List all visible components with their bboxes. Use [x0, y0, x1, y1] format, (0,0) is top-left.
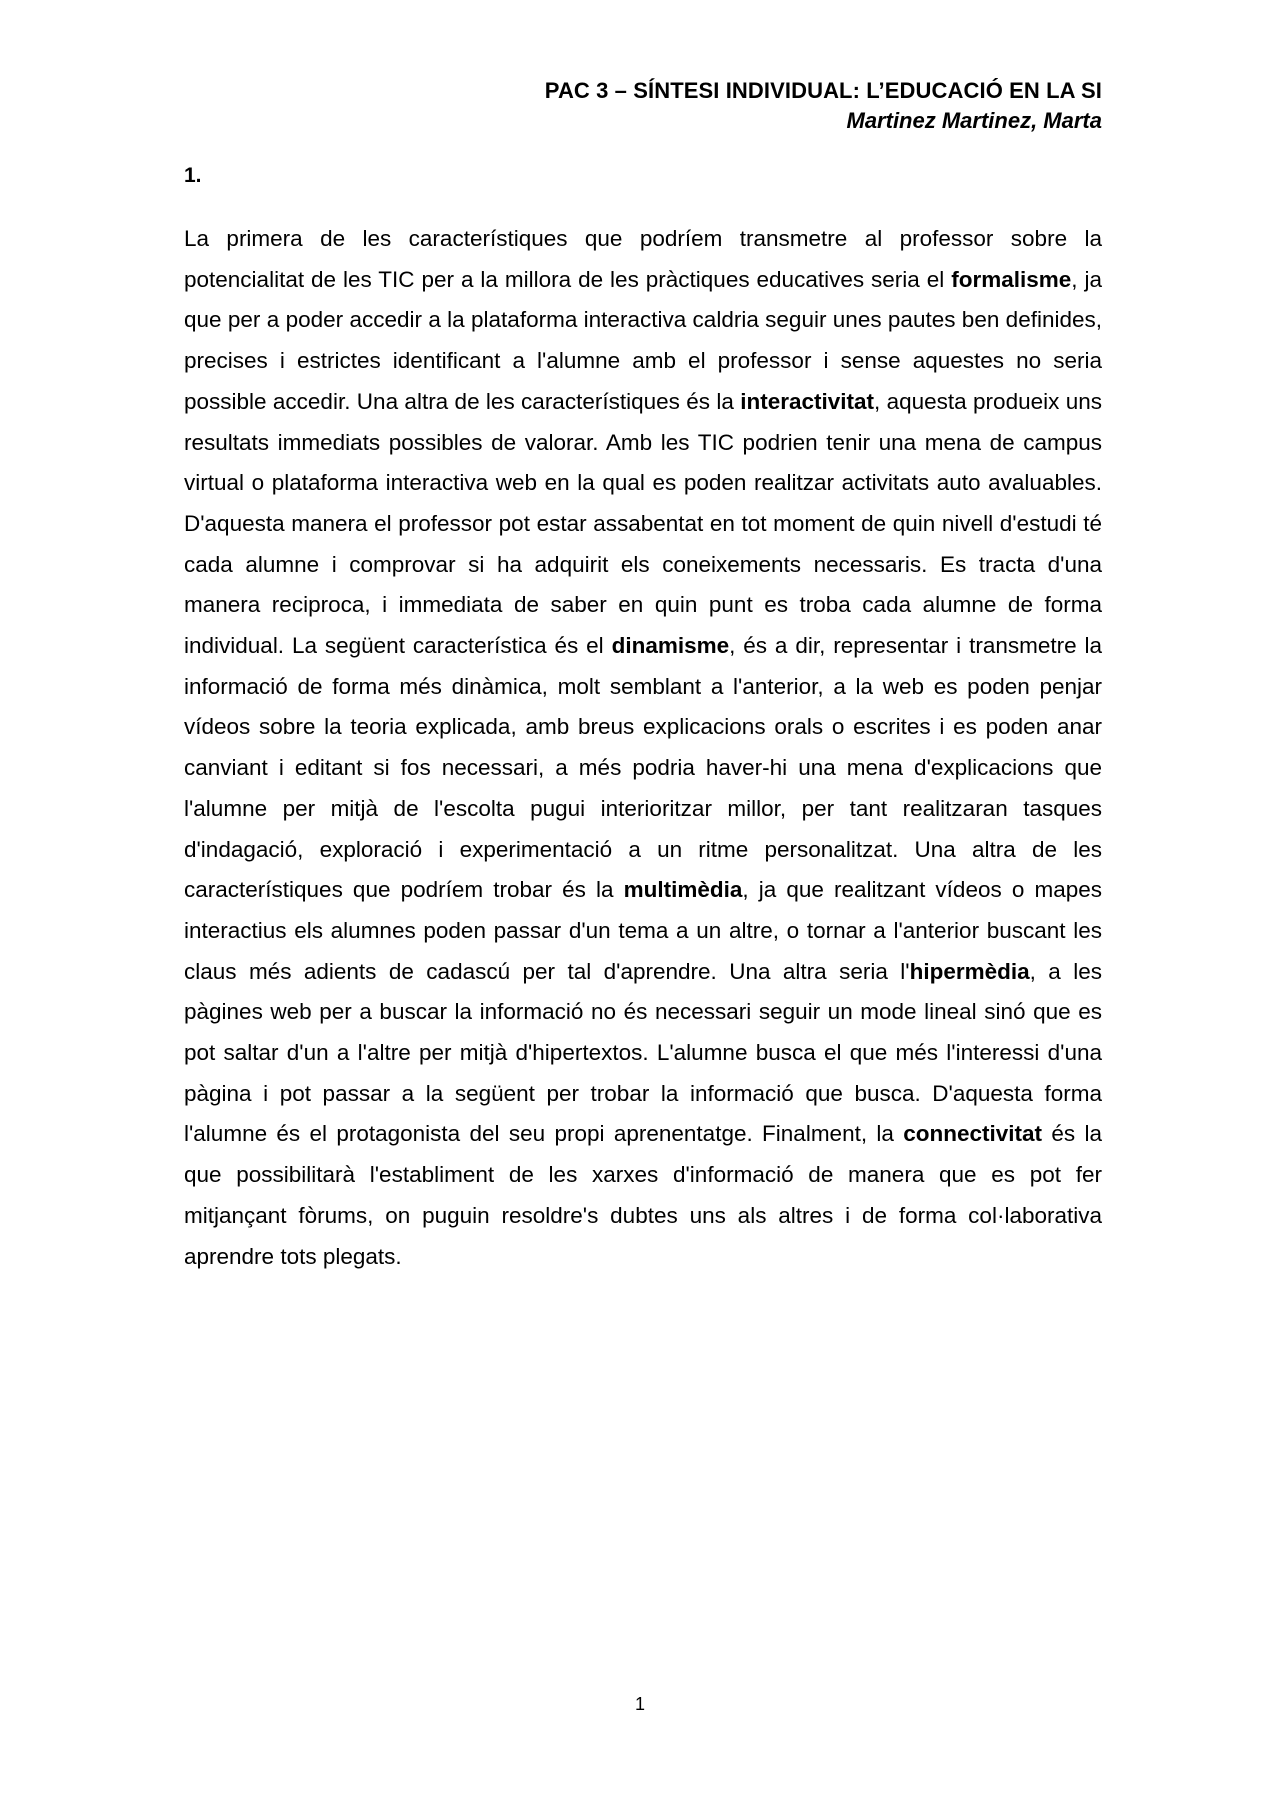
- keyword-formalisme: formalisme: [951, 266, 1072, 292]
- text-segment: és la que possibilitarà l'establiment de les xarxes d'informació de manera que es pot fer mitjançant fòrums, on puguin resoldre's dubtes uns als altres i de forma col·laborativa aprendre tots plegats.: [184, 1121, 1102, 1269]
- keyword-dinamisme: dinamisme: [611, 633, 730, 659]
- header-author: Martinez Martinez, Marta: [846, 108, 1102, 133]
- keyword-multimedia: multimèdia: [623, 877, 743, 903]
- keyword-hipermedia: hipermèdia: [909, 958, 1030, 984]
- body-paragraph: [184, 219, 1102, 1277]
- text-segment: , ja que per a poder accedir a la plataforma interactiva caldria seguir unes pautes ben definides, precises i estrictes identificant a l'alumne amb el professor i sense aquestes no seria possible accedir. Una altra de les característiques és la: [184, 266, 1102, 414]
- page-number: 1: [634, 1694, 645, 1714]
- section-number: 1.: [184, 164, 202, 187]
- text-segment: , aquesta produeix uns resultats immediats possibles de valorar. Amb les TIC podrien tenir una mena de campus virtual o plataforma interactiva web en la qual es poden realitzar activitats auto avaluables. D'aquesta manera el professor pot estar assabentat en tot moment de quin nivell d'estudi té cada alumne i comprovar si ha adquirit els coneixements necessaris. Es tracta d'una manera reciproca, i immediata de saber en quin punt es troba cada alumne de forma individual. La següent característica és el: [184, 388, 1102, 659]
- text-segment: La primera de les característiques que podríem transmetre al professor sobre la potencialitat de les TIC per a la millora de les pràctiques educatives seria el: [184, 226, 1102, 292]
- text-segment: , ja que realitzant vídeos o mapes interactius els alumnes poden passar d'un tema a un altre, o tornar a l'anterior buscant les claus més adients de cadascú per tal d'aprendre. Una altra seria l': [184, 877, 1102, 984]
- keyword-interactivitat: interactivitat: [740, 388, 875, 414]
- text-segment: , a les pàgines web per a buscar la informació no és necessari seguir un mode lineal sinó que es pot saltar d'un a l'altre per mitjà d'hipertextos. L'alumne busca el que més l'interessi d'una pàgina i pot passar a la següent per trobar la informació que busca. D'aquesta forma l'alumne és el protagonista del seu propi aprenentatge. Finalment, la: [184, 958, 1102, 1147]
- document-header: [184, 76, 1102, 136]
- keyword-connectivitat: connectivitat: [903, 1121, 1043, 1147]
- text-segment: , és a dir, representar i transmetre la informació de forma més dinàmica, molt semblant a l'anterior, a la web es poden penjar vídeos sobre la teoria explicada, amb breus explicacions orals o escrites i es poden anar canviant i editant si fos necessari, a més podria haver-hi una mena d'explicacions que l'alumne per mitjà de l'escolta pugui interioritzar millor, per tant realitzaran tasques d'indagació, exploració i experimentació a un ritme personalitzat. Una altra de les característiques que podríem trobar és la: [184, 633, 1103, 903]
- header-title: PAC 3 – SÍNTESI INDIVIDUAL: L’EDUCACIÓ EN LA SI: [544, 78, 1102, 103]
